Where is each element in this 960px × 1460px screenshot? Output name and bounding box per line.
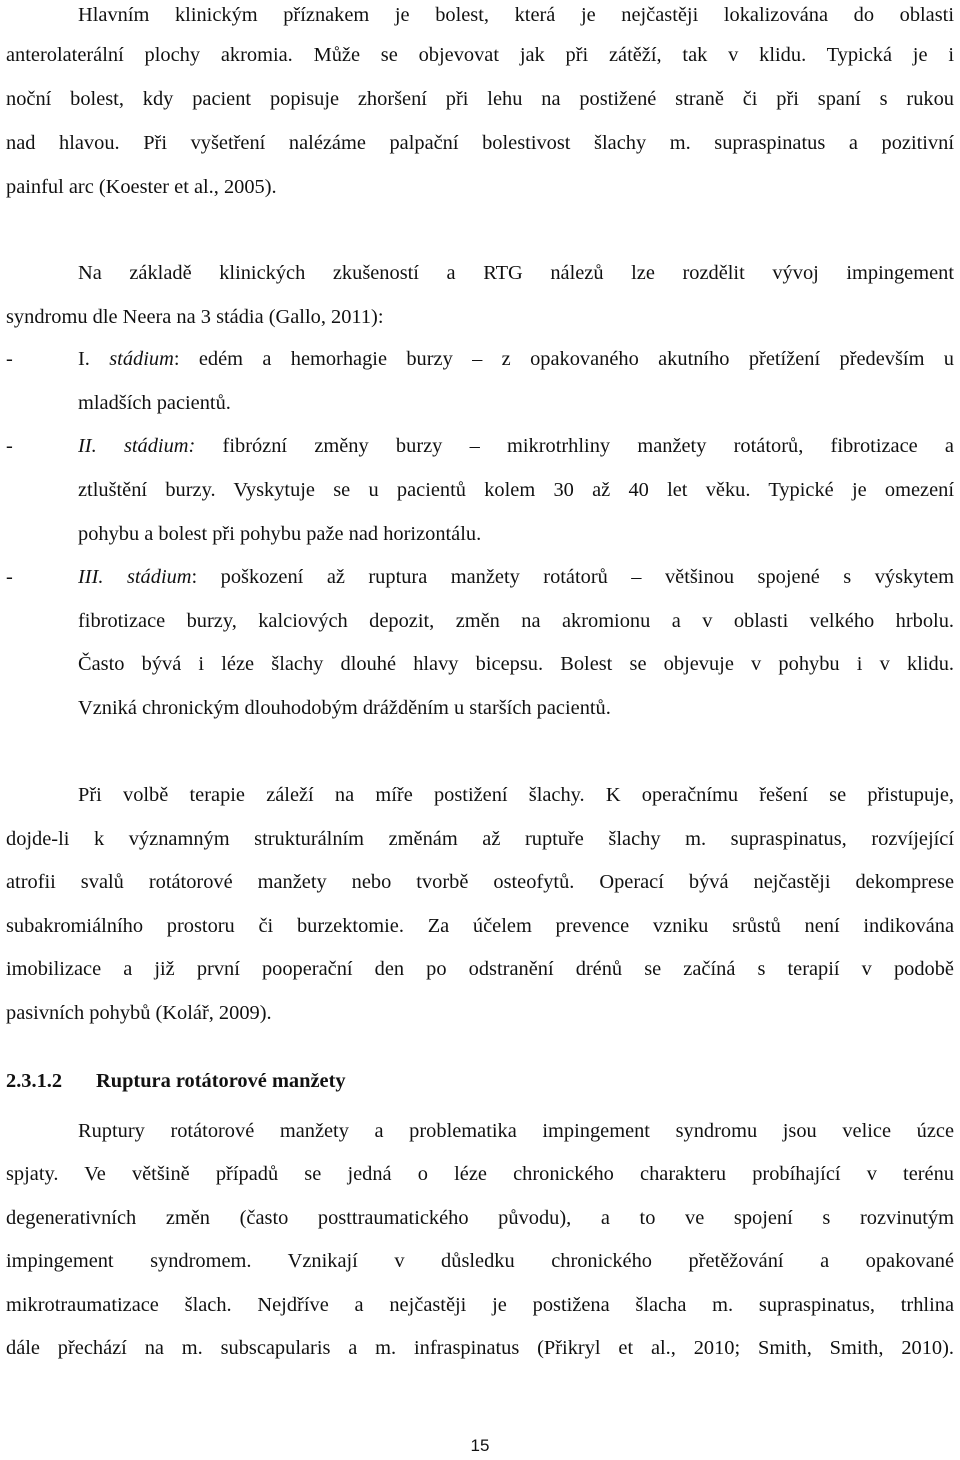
page-number: 15 bbox=[470, 1436, 490, 1455]
list-item-line: Často bývá i léze šlachy dlouhé hlavy bicepsu. Bolest se objevuje v pohybu i v klidu. bbox=[78, 653, 954, 675]
list-dash: - bbox=[6, 566, 13, 588]
text-line: Hlavním klinickým příznakem je bolest, která je nejčastěji lokalizována do oblasti bbox=[78, 4, 954, 26]
stage-label-number: II. bbox=[78, 435, 97, 457]
text-line: atrofii svalů rotátorové manžety nebo tvorbě osteofytů. Operací bývá nejčastěji dekomprese bbox=[6, 871, 954, 893]
text-line: spjaty. Ve většině případů se jedná o léze chronického charakteru probíhající v terénu bbox=[6, 1163, 954, 1185]
list-item-line: fibrotizace burzy, kalciových depozit, změn na akromionu a v oblasti velkého hrbolu. bbox=[78, 610, 954, 632]
section-title: Ruptura rotátorové manžety bbox=[96, 1070, 346, 1092]
text-line: noční bolest, kdy pacient popisuje zhoršení při lehu na postižené straně či při spaní s rukou bbox=[6, 88, 954, 110]
list-item bbox=[78, 344, 954, 374]
list-item-line: ztluštění burzy. Vyskytuje se u pacientů kolem 30 až 40 let věku. Typické je omezení bbox=[78, 479, 954, 501]
text-line: anterolaterální plochy akromia. Může se objevovat jak při zátěží, tak v klidu. Typická je i bbox=[6, 44, 954, 66]
text-line: mikrotraumatizace šlach. Nejdříve a nejčastěji je postižena šlacha m. supraspinatus, trhlina bbox=[6, 1294, 954, 1316]
stage-label-word: stádium bbox=[126, 566, 192, 588]
text-line: Při volbě terapie záleží na míře postižení šlachy. K operačnímu řešení se přistupuje, bbox=[78, 784, 954, 806]
stage-label-word: stádium bbox=[109, 348, 174, 370]
text-line: impingement syndromem. Vznikají v důsledku chronického přetěžování a opakované bbox=[6, 1250, 954, 1272]
list-dash: - bbox=[6, 348, 13, 370]
stage-label-number: III. bbox=[78, 566, 104, 588]
stage-label-word: stádium: bbox=[123, 435, 196, 457]
text-line: subakromiálního prostoru či burzektomie. Za účelem prevence vzniku srůstů není indikována bbox=[6, 915, 954, 937]
text-line: pasivních pohybů (Kolář, 2009). bbox=[6, 1002, 272, 1024]
text-line: degenerativních změn (často posttraumatického původu), a to ve spojení s rozvinutým bbox=[6, 1207, 954, 1229]
section-number: 2.3.1.2 bbox=[6, 1070, 63, 1092]
stage-text: : poškození až ruptura manžety rotátorů – většinou spojené s výskytem bbox=[191, 566, 954, 588]
list-dash: - bbox=[6, 435, 13, 457]
text-line: imobilizace a již první pooperační den po odstranění drénů se začíná s terapií v podobě bbox=[6, 958, 954, 980]
text-line: Ruptury rotátorové manžety a problematika impingement syndromu jsou velice úzce bbox=[78, 1120, 954, 1142]
text-line: nad hlavou. Při vyšetření nalézáme palpační bolestivost šlachy m. supraspinatus a pozitivní bbox=[6, 132, 954, 154]
stage-label-number: I. bbox=[78, 348, 90, 370]
list-item bbox=[78, 562, 954, 592]
text-line: painful arc (Koester et al., 2005). bbox=[6, 176, 277, 198]
list-item-line: mladších pacientů. bbox=[78, 392, 231, 414]
list-item-line: Vzniká chronickým dlouhodobým drážděním u starších pacientů. bbox=[78, 697, 611, 719]
list-item-line: pohybu a bolest při pohybu paže nad horizontálu. bbox=[78, 523, 482, 545]
stage-text: fibrózní změny burzy – mikrotrhliny manžety rotátorů, fibrotizace a bbox=[195, 435, 954, 457]
text-line: Na základě klinických zkušeností a RTG nálezů lze rozdělit vývoj impingement bbox=[78, 262, 954, 284]
text-line: dále přechází na m. subscapularis a m. infraspinatus (Přikryl et al., 2010; Smith, Smith, 2010). bbox=[6, 1337, 954, 1359]
text-line: syndromu dle Neera na 3 stádia (Gallo, 2011): bbox=[6, 306, 384, 328]
text-line: dojde-li k významným strukturálním změnám až ruptuře šlachy m. supraspinatus, rozvíjející bbox=[6, 828, 954, 850]
list-item bbox=[78, 431, 954, 461]
stage-text: : edém a hemorhagie burzy – z opakovaného akutního přetížení především u bbox=[173, 348, 954, 370]
